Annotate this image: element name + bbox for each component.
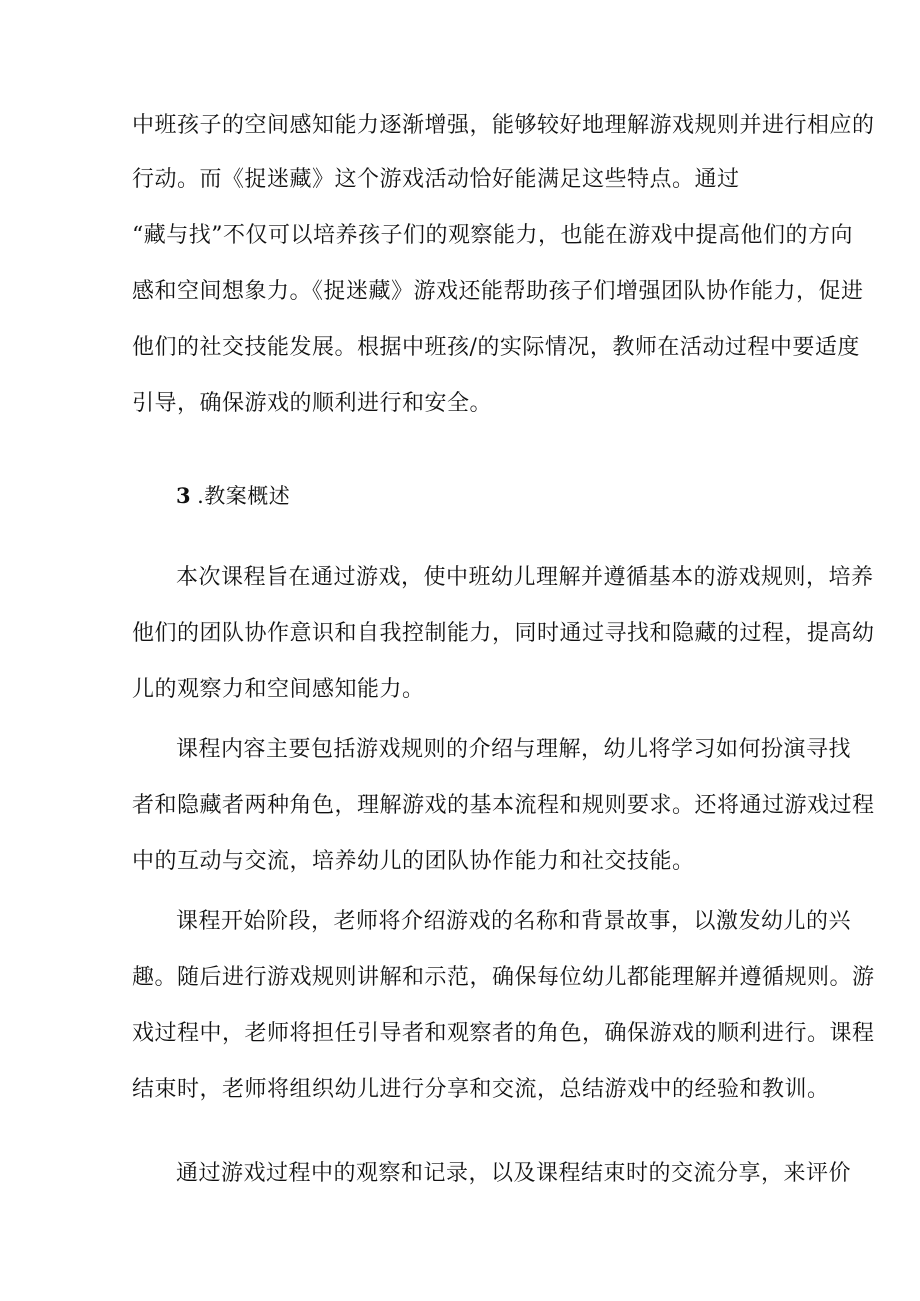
paragraph-4-line-4: 结束时，老师将组织幼儿进行分享和交流，总结游戏中的经验和教训。 <box>132 1077 830 1102</box>
paragraph-1-line-1: 中班孩子的空间感知能力逐渐增强，能够较好地理解游戏规则并进行相应的 <box>132 113 875 138</box>
paragraph-5-line-1: 通过游戏过程中的观察和记录，以及课程结束时的交流分享，来评价 <box>176 1161 852 1186</box>
paragraph-2-line-3: 儿的观察力和空间感知能力。 <box>132 677 425 702</box>
paragraph-1-line-6: 引导，确保游戏的顺利进行和安全。 <box>132 391 493 416</box>
paragraph-4-line-1: 课程开始阶段，老师将介绍游戏的名称和背景故事，以激发幼儿的兴 <box>176 909 852 934</box>
paragraph-3-line-3: 中的互动与交流，培养幼儿的团队协作能力和社交技能。 <box>132 849 695 874</box>
section-title: .教案概述 <box>197 484 291 508</box>
paragraph-1-line-3: “藏与找”不仅可以培养孩子们的观察能力，也能在游戏中提高他们的方向 <box>132 223 853 248</box>
paragraph-4-line-3: 戏过程中，老师将担任引导者和观察者的角色，确保游戏的顺利进行。课程 <box>132 1021 875 1046</box>
section-number: 3 <box>176 483 192 508</box>
section-heading <box>176 482 290 510</box>
paragraph-2-line-1: 本次课程旨在通过游戏，使中班幼儿理解并遵循基本的游戏规则，培养 <box>176 565 874 590</box>
paragraph-4-line-2: 趣。随后进行游戏规则讲解和示范，确保每位幼儿都能理解并遵循规则。游 <box>132 965 875 990</box>
paragraph-2-line-2: 他们的团队协作意识和自我控制能力，同时通过寻找和隐藏的过程，提高幼 <box>132 621 875 646</box>
paragraph-1-line-5: 他们的社交技能发展。根据中班孩/的实际情况，教师在活动过程中要适度 <box>132 335 860 360</box>
paragraph-1-line-2: 行动。而《捉迷藏》这个游戏活动恰好能满足这些特点。通过 <box>132 167 740 192</box>
paragraph-1-line-4: 感和空间想象力。《捉迷藏》游戏还能帮助孩子们增强团队协作能力，促进 <box>132 279 864 304</box>
paragraph-3-line-2: 者和隐藏者两种角色，理解游戏的基本流程和规则要求。还将通过游戏过程 <box>132 793 875 818</box>
paragraph-3-line-1: 课程内容主要包括游戏规则的介绍与理解，幼儿将学习如何扮演寻找 <box>176 737 852 762</box>
